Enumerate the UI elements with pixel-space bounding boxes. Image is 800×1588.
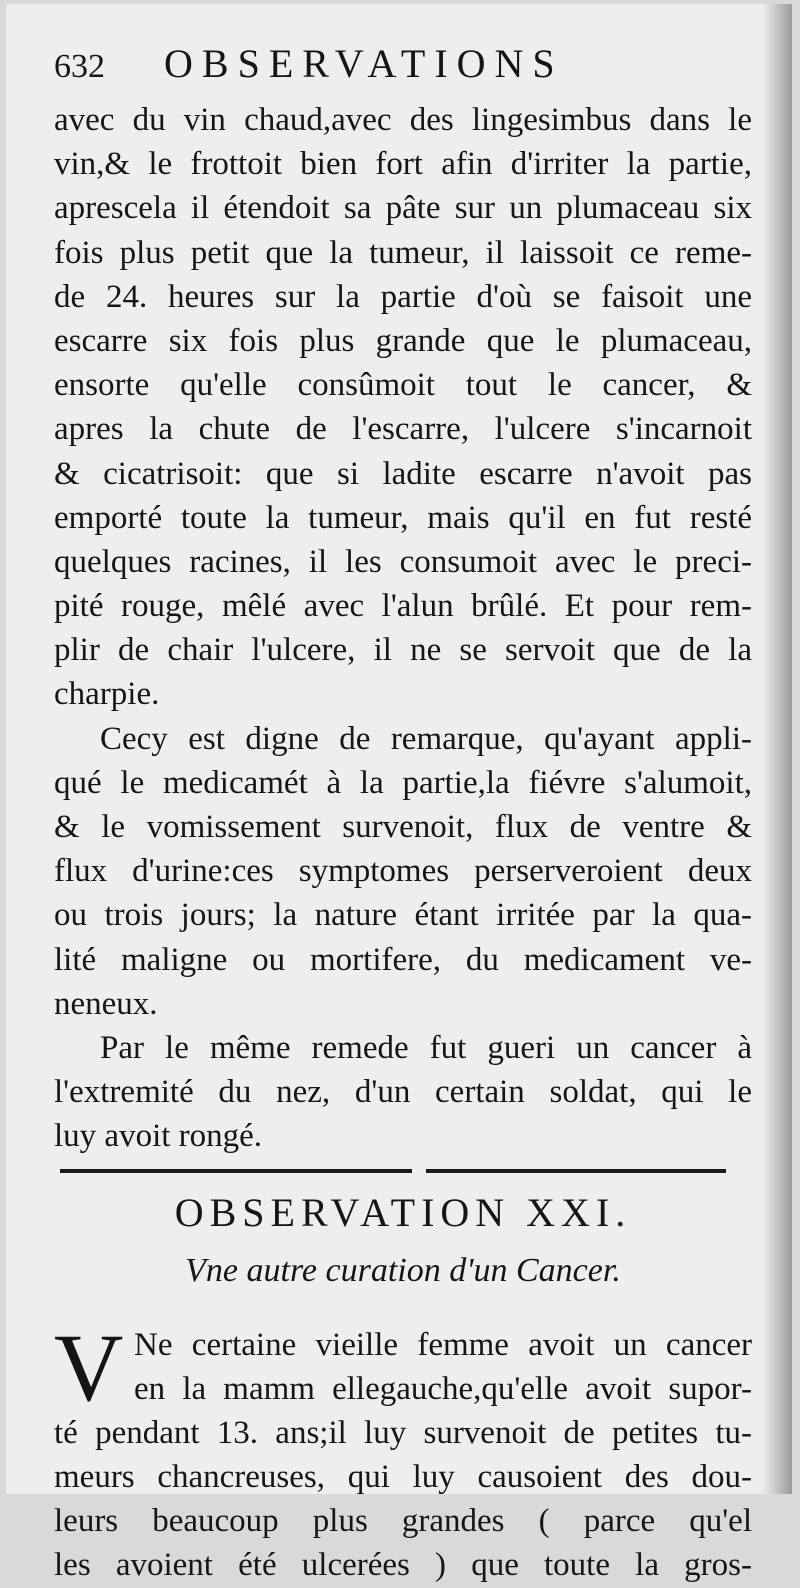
section-divider [60,1169,752,1173]
text-line: emporté toute la tumeur, mais qu'il en fut resté [54,499,752,536]
text-line: en la mamm ellegauche,qu'elle avoit supor- [134,1370,752,1407]
text-line: qué le medicamét à la partie,la fiévre s'alumoit, [54,764,752,801]
divider-rule [426,1169,726,1173]
paragraph-3 [54,1026,752,1159]
text-line: charpie. [54,676,160,713]
observation-heading: OBSERVATION XXI. [174,1189,632,1235]
text-line: leurs beaucoup plus grandes ( parce qu'el [54,1503,752,1540]
paragraph-2 [54,717,752,1026]
page-header [54,40,752,98]
text-line: Par le même remede fut gueri un cancer à [100,1029,752,1066]
divider-rule [60,1169,412,1173]
text-line: aprescela il étendoit sa pâte sur un plumaceau six [54,190,752,227]
text-line: les avoient été ulcerées ) que toute la gros- [54,1547,752,1584]
text-line: fois plus petit que la tumeur, il laissoit ce reme- [54,234,752,271]
text-line: ensorte qu'elle consûmoit tout le cancer, & [54,367,752,404]
observation-subtitle: Vne autre curation d'un Cancer. [185,1251,621,1289]
text-line: ou trois jours; la nature étant irritée par la qua- [54,897,752,934]
text-line: quelques racines, il les consumoit avec le preci- [54,543,752,580]
observation-paragraph [54,1313,752,1588]
text-line: & cicatrisoit: que si ladite escarre n'avoit pas [54,455,752,492]
text-line: l'extremité du nez, d'un certain soldat, qui le [54,1074,752,1111]
text-line: luy avoit rongé. [54,1118,263,1155]
text-line: avec du vin chaud,avec des lingesimbus dans le [54,102,752,138]
text-line: neneux. [54,985,158,1022]
text-line: lité maligne ou mortifere, du medicament ve- [54,941,752,978]
text-line: vin,& le frottoit bien fort afin d'irriter la partie, [54,146,752,183]
text-line: pité rouge, mêlé avec l'alun brûlé. Et pour rem- [54,588,752,625]
text-line: escarre six fois plus grande que le plumaceau, [54,322,752,359]
running-title: OBSERVATIONS [164,41,564,86]
text-line: Cecy est digne de remarque, qu'ayant appli- [100,720,752,757]
paragraph-1 [54,98,752,717]
text-line: té pendant 13. ans;il luy survenoit de petites tu- [54,1414,752,1451]
book-page [6,4,792,1584]
text-line: de 24. heures sur la partie d'où se faisoit une [54,278,752,315]
text-line: & le vomissement survenoit, flux de ventre & [54,809,752,845]
text-line: flux d'urine:ces symptomes perserveroient deux [54,853,752,890]
text-line: meurs chancreuses, qui luy causoient des dou- [54,1459,752,1496]
text-line: apres la chute de l'escarre, l'ulcere s'incarnoit [54,411,752,448]
page-number: 632 [54,48,105,85]
text-line: plir de chair l'ulcere, il ne se servoit que de la [54,632,752,669]
drop-cap: V [54,1313,124,1421]
text-line: Ne certaine vieille femme avoit un cancer [134,1326,752,1363]
